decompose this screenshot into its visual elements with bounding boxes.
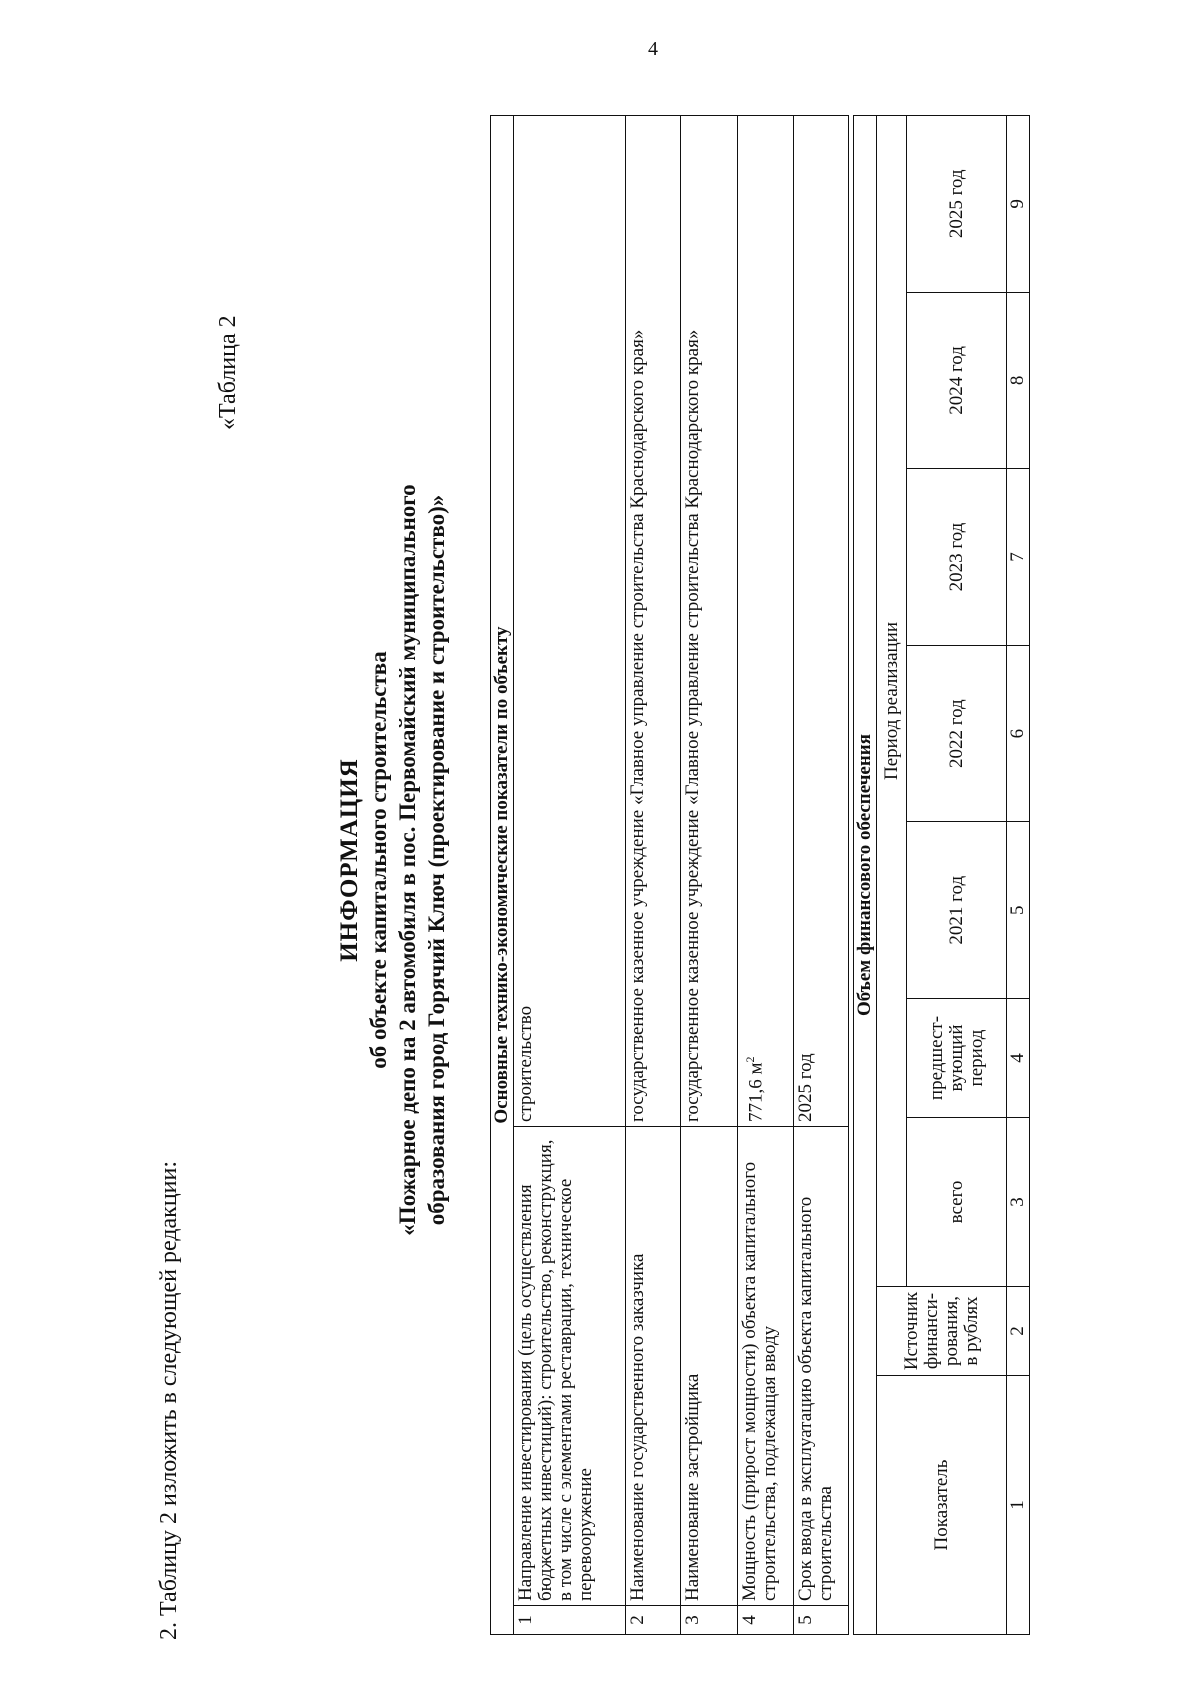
column-number: 3 [1007, 1118, 1030, 1287]
table-row [681, 116, 738, 1635]
col-year: 2021 год [907, 822, 1007, 999]
indicators-section-title: Основные технико-экономические показатели по объекту [491, 116, 514, 1635]
column-number: 9 [1007, 116, 1030, 293]
col-source: Источник финанси-рования, в рублях [877, 1287, 1007, 1376]
row-value: государственное казенное учреждение «Главное управление строительства Краснодарского края» [681, 116, 738, 1127]
page-number: 4 [648, 38, 658, 60]
column-number: 6 [1007, 645, 1030, 822]
financing-header-row [854, 116, 877, 1635]
row-label: Наименование государственного заказчика [626, 1127, 681, 1606]
table-row [626, 116, 681, 1635]
row-label: Наименование застройщика [681, 1127, 738, 1606]
table-label: «Таблица 2 [215, 315, 241, 430]
row-number: 4 [738, 1606, 794, 1635]
financing-section-title: Объем финансового обеспечения [854, 116, 877, 1635]
rotated-content [140, 80, 1120, 1640]
col-year: 2022 год [907, 645, 1007, 822]
document-title [335, 80, 451, 1640]
column-number: 4 [1007, 999, 1030, 1118]
title-line-2: «Пожарное депо на 2 автомобиля в пос. Первомайский муниципального [395, 484, 420, 1236]
title-line-3: образования город Горячий Ключ (проектирование и строительство)» [424, 494, 449, 1226]
column-number: 5 [1007, 822, 1030, 999]
col-total: всего [907, 1118, 1007, 1287]
col-period-header: Период реализации [877, 116, 907, 1287]
row-value: строительство [514, 116, 626, 1127]
table-row [738, 116, 794, 1635]
row-value: 2025 год [794, 116, 849, 1127]
column-number: 8 [1007, 292, 1030, 469]
table-row [514, 116, 626, 1635]
col-indicator: Показатель [877, 1376, 1007, 1635]
row-number: 2 [626, 1606, 681, 1635]
row-label: Направление инвестирования (цель осуществления бюджетных инвестиций): строительство, реконструкция, в том числе с элементами реставрации, техническое перевооружение [514, 1127, 626, 1606]
financing-column-group-row [877, 116, 907, 1635]
col-previous: предшест-вующий период [907, 999, 1007, 1118]
table-row [794, 116, 849, 1635]
column-number: 2 [1007, 1287, 1030, 1376]
row-label: Мощность (прирост мощности) объекта капитального строительства, подлежащая вводу [738, 1127, 794, 1606]
title-line-1: об объекте капитального строительства [366, 651, 391, 1069]
capacity-value: 771,6 м [745, 1062, 767, 1122]
col-year: 2024 год [907, 292, 1007, 469]
financing-table [853, 115, 1030, 1635]
capacity-unit-exponent: 2 [743, 1056, 757, 1063]
intro-text: 2. Таблицу 2 изложить в следующей редакции: [156, 1160, 182, 1640]
row-number: 1 [514, 1606, 626, 1635]
indicators-header-row [491, 116, 514, 1635]
column-number: 7 [1007, 469, 1030, 646]
title-main: ИНФОРМАЦИЯ [336, 758, 363, 962]
col-year: 2023 год [907, 469, 1007, 646]
col-year: 2025 год [907, 116, 1007, 293]
row-number: 5 [794, 1606, 849, 1635]
column-number-row [1007, 116, 1030, 1635]
indicators-table [490, 115, 849, 1635]
row-value: государственное казенное учреждение «Главное управление строительства Краснодарского края» [626, 116, 681, 1127]
row-value [738, 116, 794, 1127]
row-label: Срок ввода в эксплуатацию объекта капитального строительства [794, 1127, 849, 1606]
column-number: 1 [1007, 1376, 1030, 1635]
row-number: 3 [681, 1606, 738, 1635]
